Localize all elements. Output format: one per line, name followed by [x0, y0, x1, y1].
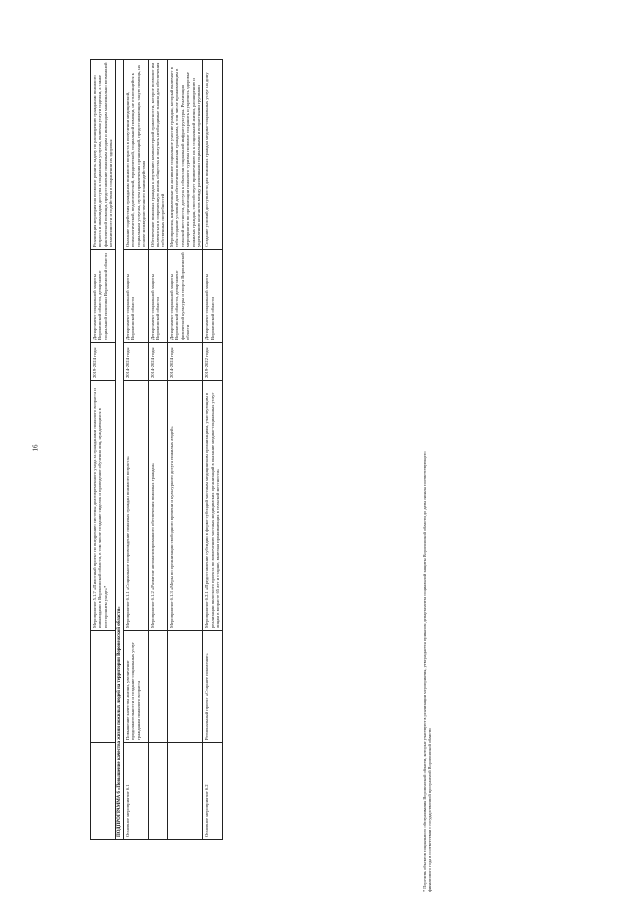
table-cell-c6: Создание условий доступности для пожилых граждан медико-социальных услуг на дому [203, 60, 222, 250]
table-cell-c3: Мероприятие 6.1.1 «Социальное сопровождение пожилых граждан пожилого возраста» [124, 381, 149, 631]
table-cell-c5: Департамент социальной защиты Воронежской области [124, 250, 149, 343]
table-cell-c2: Повышение качества жизни, увеличение продолжительности и создание социальных услуг гражданам пожилого возраста [124, 631, 149, 743]
table-cell-c4: 2019-2024 годы [91, 343, 116, 381]
table-cell-c2 [91, 631, 116, 743]
table-row [124, 60, 149, 840]
table-cell-c5: Департамент социальной защиты Воронежской области, департамент физической культуры и спорта Воронежской области [167, 250, 202, 343]
table-cell-c2 [167, 631, 202, 743]
page-number: 16 [31, 444, 40, 452]
table-cell-c3: Мероприятие 5.1.7 «Пилотный проект по внедрению системы долговременного ухода за гражданами пожилого возраста и инвалидами в Воронежской области, в том числе создание сиделок и проведение обучения лиц, нуждающихся в постороннем уходе»* [91, 381, 116, 631]
table-subheading-row [115, 60, 123, 840]
table-cell-c1: Основное мероприятие 6.2 [203, 743, 222, 840]
table-cell-c2 [148, 631, 167, 743]
table-cell-c1: Основное мероприятие 6.1 [124, 743, 149, 840]
table-cell-c1 [167, 743, 202, 840]
rotated-content [90, 60, 450, 840]
table-cell-c3: Мероприятие 6.1.3 «Меры по организации свободного времени и культурного досуга пожилых людей» [167, 381, 202, 631]
table-cell-c6: Реализация мероприятия позволит решить задачу по расширению гражданам пожилого возраста и инвалидам доступа к социальным услугам, включая услуги сиделки, а также фактической помощи, предоставление пожилым людям и инвалидам максимально возможной независимости и содействия в сохранении их здоровья [91, 60, 116, 250]
table-cell-c3: Мероприятие 6.1.2 «Развитие автоматизированного обеспечения пожилых граждан» [148, 381, 167, 631]
table-cell-c2: Региональный проект «Старшее поколение» [203, 631, 222, 743]
table-cell-c5: Департамент социальной защиты Воронежской области [148, 250, 167, 343]
subprogram-heading: ПОДПРОГРАММА 6 «Повышение качества жизни пожилых людей на территории Воронежской области» [115, 60, 123, 840]
footnote: * Перечень объектов социального обслуживания Воронежской области, которые участвуют в реализации мероприятия, утверждается приказом департамента социальной защиты Воронежской области до даты начала соответствующего финансового года в соответствии с государственной программой Воронежской области [422, 451, 432, 892]
table-row [91, 60, 116, 840]
table-cell-c1 [148, 743, 167, 840]
table-cell-c6: Оказание содействия гражданам пожилого возраста в получении медицинской, психологической, педагогической, юридической, социальной помощи, не относящейся к социальным услугам, путем привлечения организаций, предоставляющих такую помощь, на основе межведомственного взаимодействия [124, 60, 149, 250]
table-cell-c5: Департамент социальной защиты Воронежской области [203, 250, 222, 343]
table-row [167, 60, 202, 840]
table-cell-c4: 2014-2024 годы [167, 343, 202, 381]
table-cell-c5: Департамент социальной защиты Воронежской области, департамент социальной политики Воронежской области [91, 250, 116, 343]
table-cell-c4: 2014-2024 годы [124, 343, 149, 381]
table-body [91, 60, 223, 840]
program-table [90, 59, 223, 840]
table-row [203, 60, 222, 840]
table-row [148, 60, 167, 840]
table-cell-c4: 2014-2024 годы [148, 343, 167, 381]
table-cell-c3: Мероприятие 6.2.1 «Предоставление субсидии в форме субсидий частным медицинским организациям, участвующим в реализации пилотного проекта по вовлечению частных медицинских организаций в оказание медико-социальных услуг лицам в возрасте 65 лет и старше, включая проживающих в сельской местности» [203, 381, 222, 631]
table-cell-c1 [91, 743, 116, 840]
table-cell-c4: 2019-2022 годы [203, 343, 222, 381]
table-cell-c6: Обеспечение пожилых граждан к изучению компьютерной грамотности, которое позволит им включиться в современную жизнь общества и получать необходимые знания для обеспечения собственных потребностей [148, 60, 167, 250]
table-cell-c6: Мероприятия, направленные на активное социальное участие граждан, который включает в себя создание условий для обеспечения пожилым гражданам, в том числе проживающим в сельской местности, доступа к объектам социальной инфраструктуры. Реализация мероприятия по организации пожилого туризма позволит сохранить и укрепить здоровье пожилых граждан, способствует привлечению их к социальной жизни, расширению и укреплению контактов между различными социальными и возрастными группами [167, 60, 202, 250]
